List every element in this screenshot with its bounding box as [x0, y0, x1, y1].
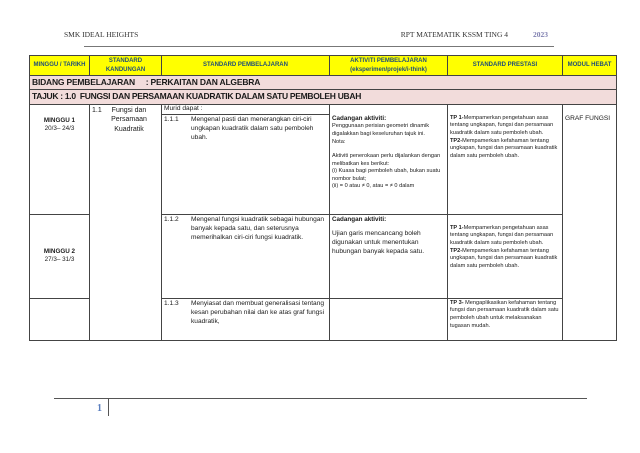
modul-text: GRAF FUNGSI	[565, 114, 611, 122]
week-date: 27/3– 31/3	[44, 256, 75, 264]
sp-item	[164, 300, 327, 327]
tp-label: TP 1-	[450, 224, 464, 231]
murid-dapat: Murid dapat :	[162, 105, 329, 115]
tp-label: TP 3-	[450, 299, 464, 306]
aktiviti-title: Cadangan aktiviti:	[332, 114, 387, 122]
document-title: RPT MATEMATIK KSSM TING 4	[400, 30, 508, 39]
sk-text: Fungsi dan Persamaan Kuadratik	[111, 106, 147, 133]
page-number: 1	[97, 403, 102, 414]
aktiviti-cell	[330, 104, 448, 214]
week-cell	[30, 104, 90, 214]
page-number-bar	[108, 399, 109, 416]
prestasi-cell	[448, 298, 563, 340]
col-standard-kandungan: STANDARD KANDUNGAN	[90, 56, 162, 76]
aktiviti-cell	[330, 214, 448, 298]
aktiviti-cell	[330, 298, 448, 340]
rpt-table	[29, 55, 617, 341]
sp-cell	[162, 214, 330, 298]
sp-desc: Mengenal pasti dan menerangkan ciri-ciri ungkapan kuadratik dalam satu pemboleh ubah.	[191, 115, 314, 141]
sk-number: 1.1	[92, 106, 102, 114]
tp-label: TP 1-	[450, 114, 464, 121]
prestasi-cell	[448, 214, 563, 298]
week-date: 20/3– 24/3	[44, 125, 75, 133]
aktiviti-line: (ii) = 0 atau ≠ 0, atau = ≠ 0 dalam	[332, 183, 415, 190]
sp-cell	[162, 104, 330, 214]
aktiviti-line: (i) Kuasa bagi pemboleh ubah, bukan suatu	[332, 168, 441, 175]
standard-kandungan-cell	[90, 104, 162, 340]
sp-desc: Mengenal fungsi kuadratik sebagai hubungan banyak kepada satu, dan seterusnya memerihalkan ciri-ciri fungsi kuadratik.	[191, 215, 325, 241]
header-divider	[84, 46, 554, 47]
tp-label: TP2-	[450, 247, 463, 254]
col-standard-prestasi: STANDARD PRESTASI	[448, 56, 563, 76]
aktiviti-line: Nota:	[332, 138, 346, 145]
col-standard-pembelajaran: STANDARD PEMBELAJARAN	[162, 56, 330, 76]
tp-text: Mengaplikasikan kefahaman tentang fungsi dan persamaan kuadratik dalam satu pemboleh ubah untuk melaksanakan tugasan mudah.	[450, 299, 559, 329]
page-header	[64, 30, 548, 42]
table-header-row	[30, 56, 617, 76]
tp-text: Mempamerkan kefahaman tentang ungkapan, fungsi dan persamaan kuadratik dalam satu pemboleh ubah.	[450, 137, 558, 159]
tajuk-label: TAJUK : 1.0 FUNGSI DAN PERSAMAAN KUADRATIK DALAM SATU PEMBOLEH UBAH	[30, 90, 617, 104]
aktiviti-line: Ujian garis mencancang boleh digunakan untuk menentukan hubungan banyak kepada satu.	[332, 230, 425, 256]
week-label: MINGGU 1	[43, 116, 76, 124]
col-modul: MODUL HEBAT	[563, 56, 617, 76]
sp-item	[162, 115, 329, 144]
sp-code: 1.1.3	[164, 299, 179, 307]
tp-text: Mempamerkan kefahaman tentang ungkapan, fungsi dan persamaan kuadratik dalam satu pemboleh ubah.	[450, 247, 558, 269]
year-label: 2023	[533, 30, 548, 39]
tp-text: Mempamerkan pengetahuan asas tentang ungkapan, fungsi dan persamaan kuadratik dalam satu pemboleh ubah.	[450, 114, 554, 137]
prestasi-cell	[448, 104, 563, 214]
tp-text: Mempamerkan pengetahuan asas tentang ungkapan, fungsi dan persamaan kuadratik dalam satu pemboleh ubah.	[450, 224, 554, 247]
tajuk-row	[30, 90, 617, 104]
bidang-row	[30, 76, 617, 90]
table-row	[30, 104, 617, 214]
sp-item	[164, 216, 327, 243]
tp-label: TP2-	[450, 137, 463, 144]
sp-code: 1.1.2	[164, 215, 179, 223]
col-aktiviti: AKTIVITI PEMBELAJARAN (eksperimen/projek/i-think)	[330, 56, 448, 76]
aktiviti-title: Cadangan aktiviti:	[332, 215, 387, 223]
week-cell	[30, 214, 90, 298]
week-cell	[30, 298, 90, 340]
school-name: SMK IDEAL HEIGHTS	[64, 30, 139, 39]
footer-divider	[54, 398, 587, 399]
week-label: MINGGU 2	[43, 247, 76, 255]
sp-desc: Menyiasat dan membuat generalisasi tentang kesan perubahan nilai dan ke atas graf fungsi kuadratik,	[191, 299, 325, 325]
aktiviti-line: melibatkan kes berikut:	[332, 160, 390, 167]
col-minggu: MINGGU / TARIKH	[30, 56, 90, 76]
aktiviti-spacer	[332, 146, 445, 153]
aktiviti-line: nombor bulat;	[332, 175, 367, 182]
bidang-label: BIDANG PEMBELAJARAN : PERKAITAN DAN ALGEBRA	[30, 76, 617, 90]
sp-cell	[162, 298, 330, 340]
aktiviti-line: Aktiviti penerokaan perlu dijalankan dengan	[332, 153, 441, 160]
modul-cell	[563, 104, 617, 340]
sp-code: 1.1.1	[164, 115, 179, 123]
aktiviti-line: Penggunaan perisian geometri dinamik digalakkan bagi keseluruhan tajuk ini.	[332, 123, 430, 137]
